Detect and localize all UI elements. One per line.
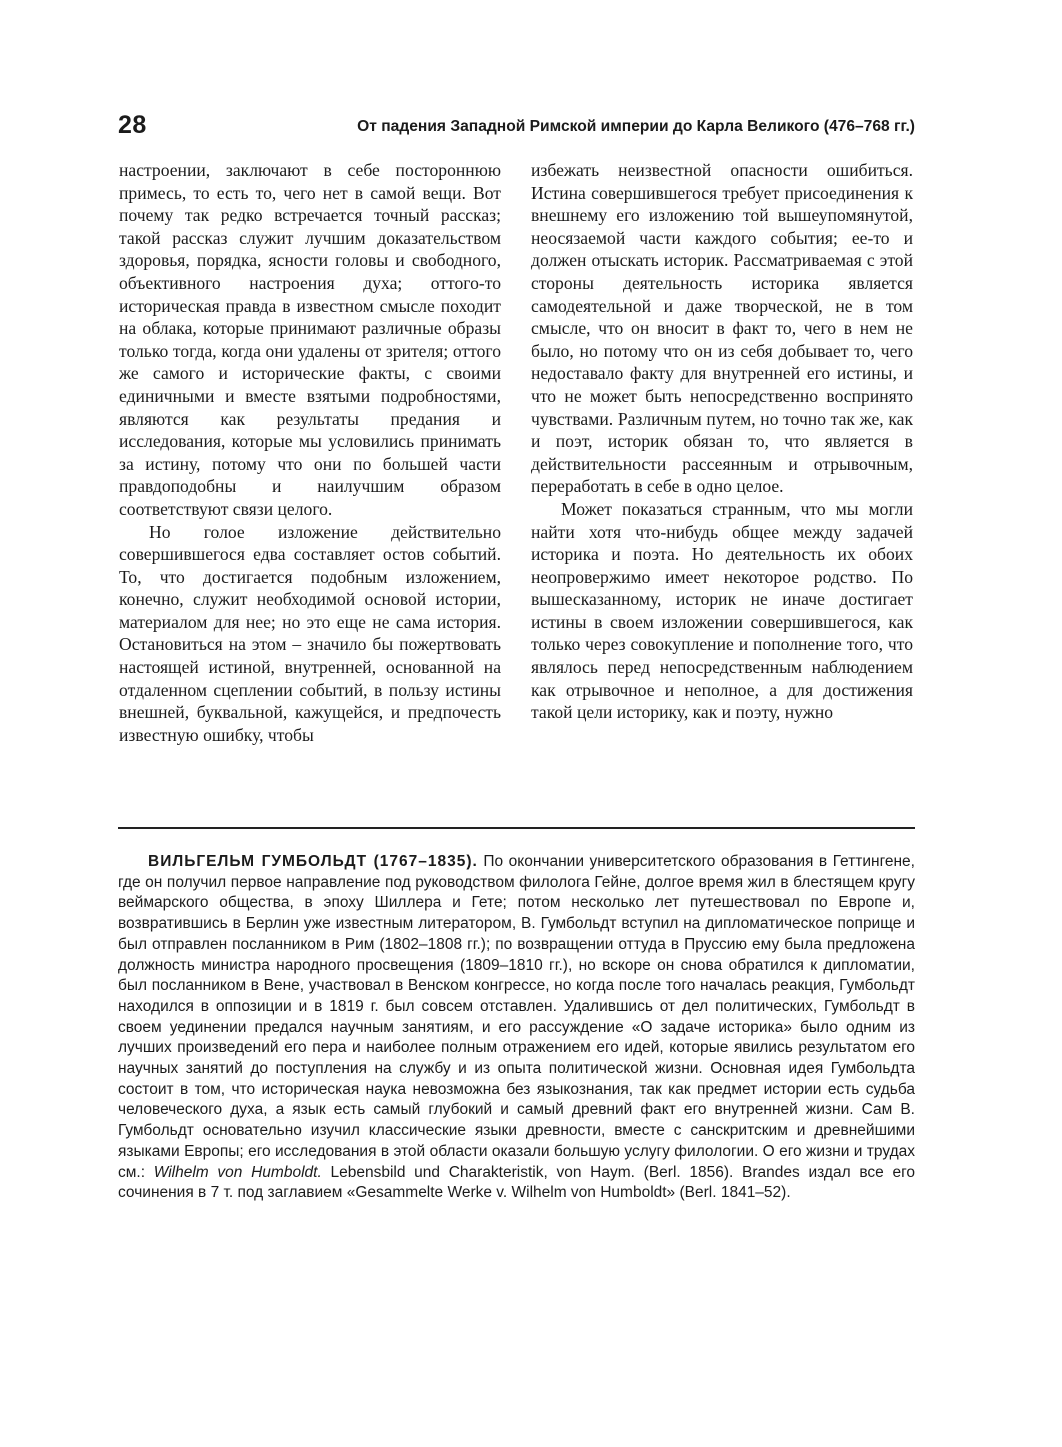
page-number: 28	[118, 111, 147, 139]
right-paragraph-2: Может показаться странным, что мы могли найти хотя что-нибудь общее между задачей историка и поэта. Но деятельность их обоих неопровержимо имеет некоторое родство. По вышесказанному, историк не иначе достигает истины в своем изложении совершившегося, как только через совокупление и пополнение того, что являлось перед непосредственным наблюдением как отрывочное и неполное, а для достижения такой цели историку, как и поэту, нужно	[531, 498, 913, 723]
biography-text: По окончании университетского образования в Геттингене, где он получил первое направление под руководством филолога Гейне, долгое время жил в блестящем кругу веймарского общества, в эпоху Шиллера и Гете; потом несколько лет путешествовал по Европе и, возвратившись в Берлин уже известным литератором, В. Гумбольдт вступил на дипломатическое поприще и был отправлен посланником в Рим (1802–1808 гг.); по возвращении оттуда в Пруссию ему была предложена должность министра народного просвещения (1809–1810 гг.), но вскоре он снова обратился к дипломатии, был посланником в Вене, участвовал в Венском конгрессе, но когда после того началась реакция, Гумбольдт находился в оппозиции и в 1819 г. был совсем отставлен. Удалившись от дел политических, Гумбольдт в своем уединении предался научным занятиям, и его рассуждение «О задаче историка» было одним из лучших произведений его пера и наиболее полным отражением его идей, которые явились результатом его научных занятий до поступления на службу и из опыта политической жизни. Основная идея Гумбольдта состоит в том, что историческая наука невозможна без языкознания, так как предмет истории есть судьба человеческого духа, а язык есть самый глубокий и самый древний факт его внутренней жизни. Сам В. Гумбольдт основательно изучил классические языки древности, вместе с санскритским и древнейшими языками Европы; его исследования в этой области оказали большую услугу филологии. О его жизни и трудах см.:	[118, 853, 915, 1181]
biography-heading: ВИЛЬГЕЛЬМ ГУМБОЛЬДТ (1767–1835).	[148, 853, 478, 870]
right-paragraph-1: избежать неизвестной опасности ошибиться. Истина совершившегося требует присоединения к внешнему его изложению той вышеупомянутой, неосязаемой части каждого события; ее-то и должен отыскать историк. Рассматриваемая с этой стороны деятельность историка является самодеятельной и даже творческой, не в том смысле, что он вносит в факт то, чего в нем не было, но потому что он из себя добывает то, чего недоставало факту для внутренней его истины, и что не может быть непосредственно воспринято чувствами. Различным путем, но точно так же, как и поэт, историк обязан то, что является в действительности рассеянным и отрывочным, переработать в себе в одно целое.	[531, 160, 913, 497]
running-title: От падения Западной Римской империи до Карла Великого (476–768 гг.)	[357, 118, 915, 135]
page-header	[118, 110, 915, 144]
left-paragraph-2: Но голое изложение действительно совершившегося едва составляет остов событий. То, что достигается подобным изложением, конечно, служит необходимой основой истории, материалом для нее; но это еще не сама история. Остановиться на этом – значило бы пожертвовать настоящей истиной, внутренней, основанной на отдаленном сцеплении событий, в пользу истины внешней, буквальной, кажущейся, и предпочесть известную ошибку, чтобы	[119, 521, 501, 745]
biography-reference-title: Wilhelm von Humboldt.	[153, 1163, 322, 1181]
biography-note	[118, 852, 915, 1204]
section-divider	[118, 827, 915, 829]
right-column	[531, 159, 913, 724]
left-paragraph-1: настроении, заключают в себе постороннюю примесь, то есть то, чего нет в самой вещи. Вот почему так редко встречается точный рассказ; такой рассказ служит лучшим доказательством здоровья, порядка, ясности головы и свободного, объективного настроения духа; оттого-то историческая правда в известном смысле походит на облака, которые принимают различные образы только тогда, когда они удалены от зрителя; оттого же самого и исторические факты, с своими единичными и вместе взятыми подробностями, являются как результаты предания и исследования, которые мы условились принимать за истину, потому что они по большей части правдоподобны и наилучшим образом соответствуют связи целого.	[119, 160, 501, 519]
left-column	[119, 159, 501, 746]
biography-reference-tail: Lebensbild und Charakteristik, von Haym. (Berl. 1856). Brandes издал все его сочинения в 7 т. под заглавием «Gesammelte Werke v. Wilhelm von Humboldt» (Berl. 1841–52).	[118, 1163, 916, 1202]
